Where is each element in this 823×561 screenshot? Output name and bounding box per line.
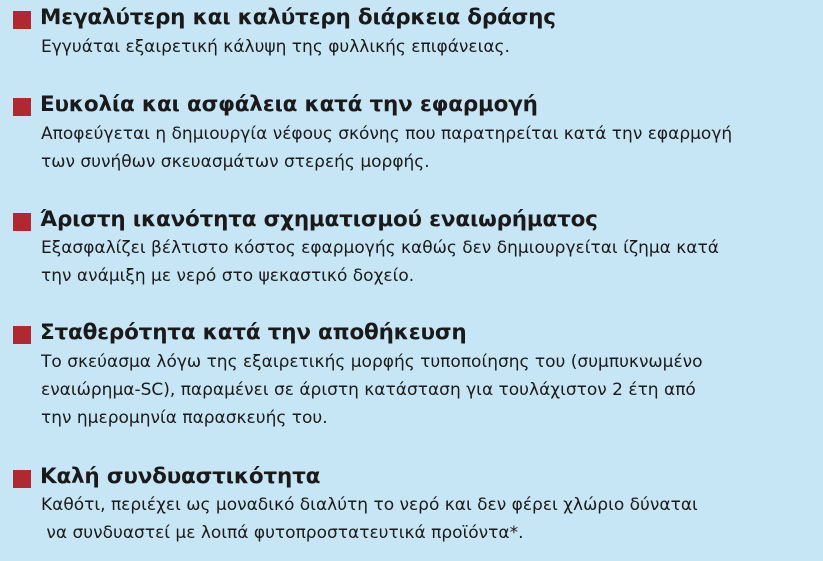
feature-description-line: την ανάμιξη με νερό στο ψεκαστικό δοχείο. xyxy=(41,266,415,286)
feature-description-line: Αποφεύγεται η δημιουργία νέφους σκόνης που παρατηρείται κατά την εφαρμογή xyxy=(41,124,733,144)
feature-description-line: Καθότι, περιέχει ως μοναδικό διαλύτη το νερό και δεν φέρει χλώριο δύναται xyxy=(41,495,698,515)
feature-description-line: των συνήθων σκευασμάτων στερεής μορφής. xyxy=(41,152,430,172)
feature-description-line: Εξασφαλίζει βέλτιστο κόστος εφαρμογής καθώς δεν δημιουργείται ίζημα κατά xyxy=(41,238,719,258)
feature-description-line: εναιώρημα-SC), παραμένει σε άριστη κατάσταση για τουλάχιστον 2 έτη από xyxy=(41,380,696,400)
feature-description-line: Το σκεύασμα λόγω της εξαιρετικής μορφής τυποποίησης του (συμπυκνωμένο xyxy=(41,352,703,372)
bullet-square-icon xyxy=(13,470,31,488)
feature-title: Καλή συνδυαστικότητα xyxy=(40,464,321,489)
bullet-square-icon xyxy=(13,98,31,116)
bullet-square-icon xyxy=(13,326,31,344)
bullet-square-icon xyxy=(13,11,31,29)
feature-description-line: Εγγυάται εξαιρετική κάλυψη της φυλλικής επιφάνειας. xyxy=(41,37,510,57)
feature-description-line: την ημερομηνία παρασκευής του. xyxy=(41,408,328,428)
feature-description-line: να συνδυαστεί με λοιπά φυτοπροστατευτικά προϊόντα*. xyxy=(41,523,524,543)
feature-title: Μεγαλύτερη και καλύτερη διάρκεια δράσης xyxy=(40,5,556,30)
bullet-square-icon xyxy=(13,213,31,231)
feature-title: Ευκολία και ασφάλεια κατά την εφαρμογή xyxy=(40,92,538,117)
feature-title: Άριστη ικανότητα σχηματισμού εναιωρήματος xyxy=(40,207,598,232)
feature-title: Σταθερότητα κατά την αποθήκευση xyxy=(40,320,467,345)
